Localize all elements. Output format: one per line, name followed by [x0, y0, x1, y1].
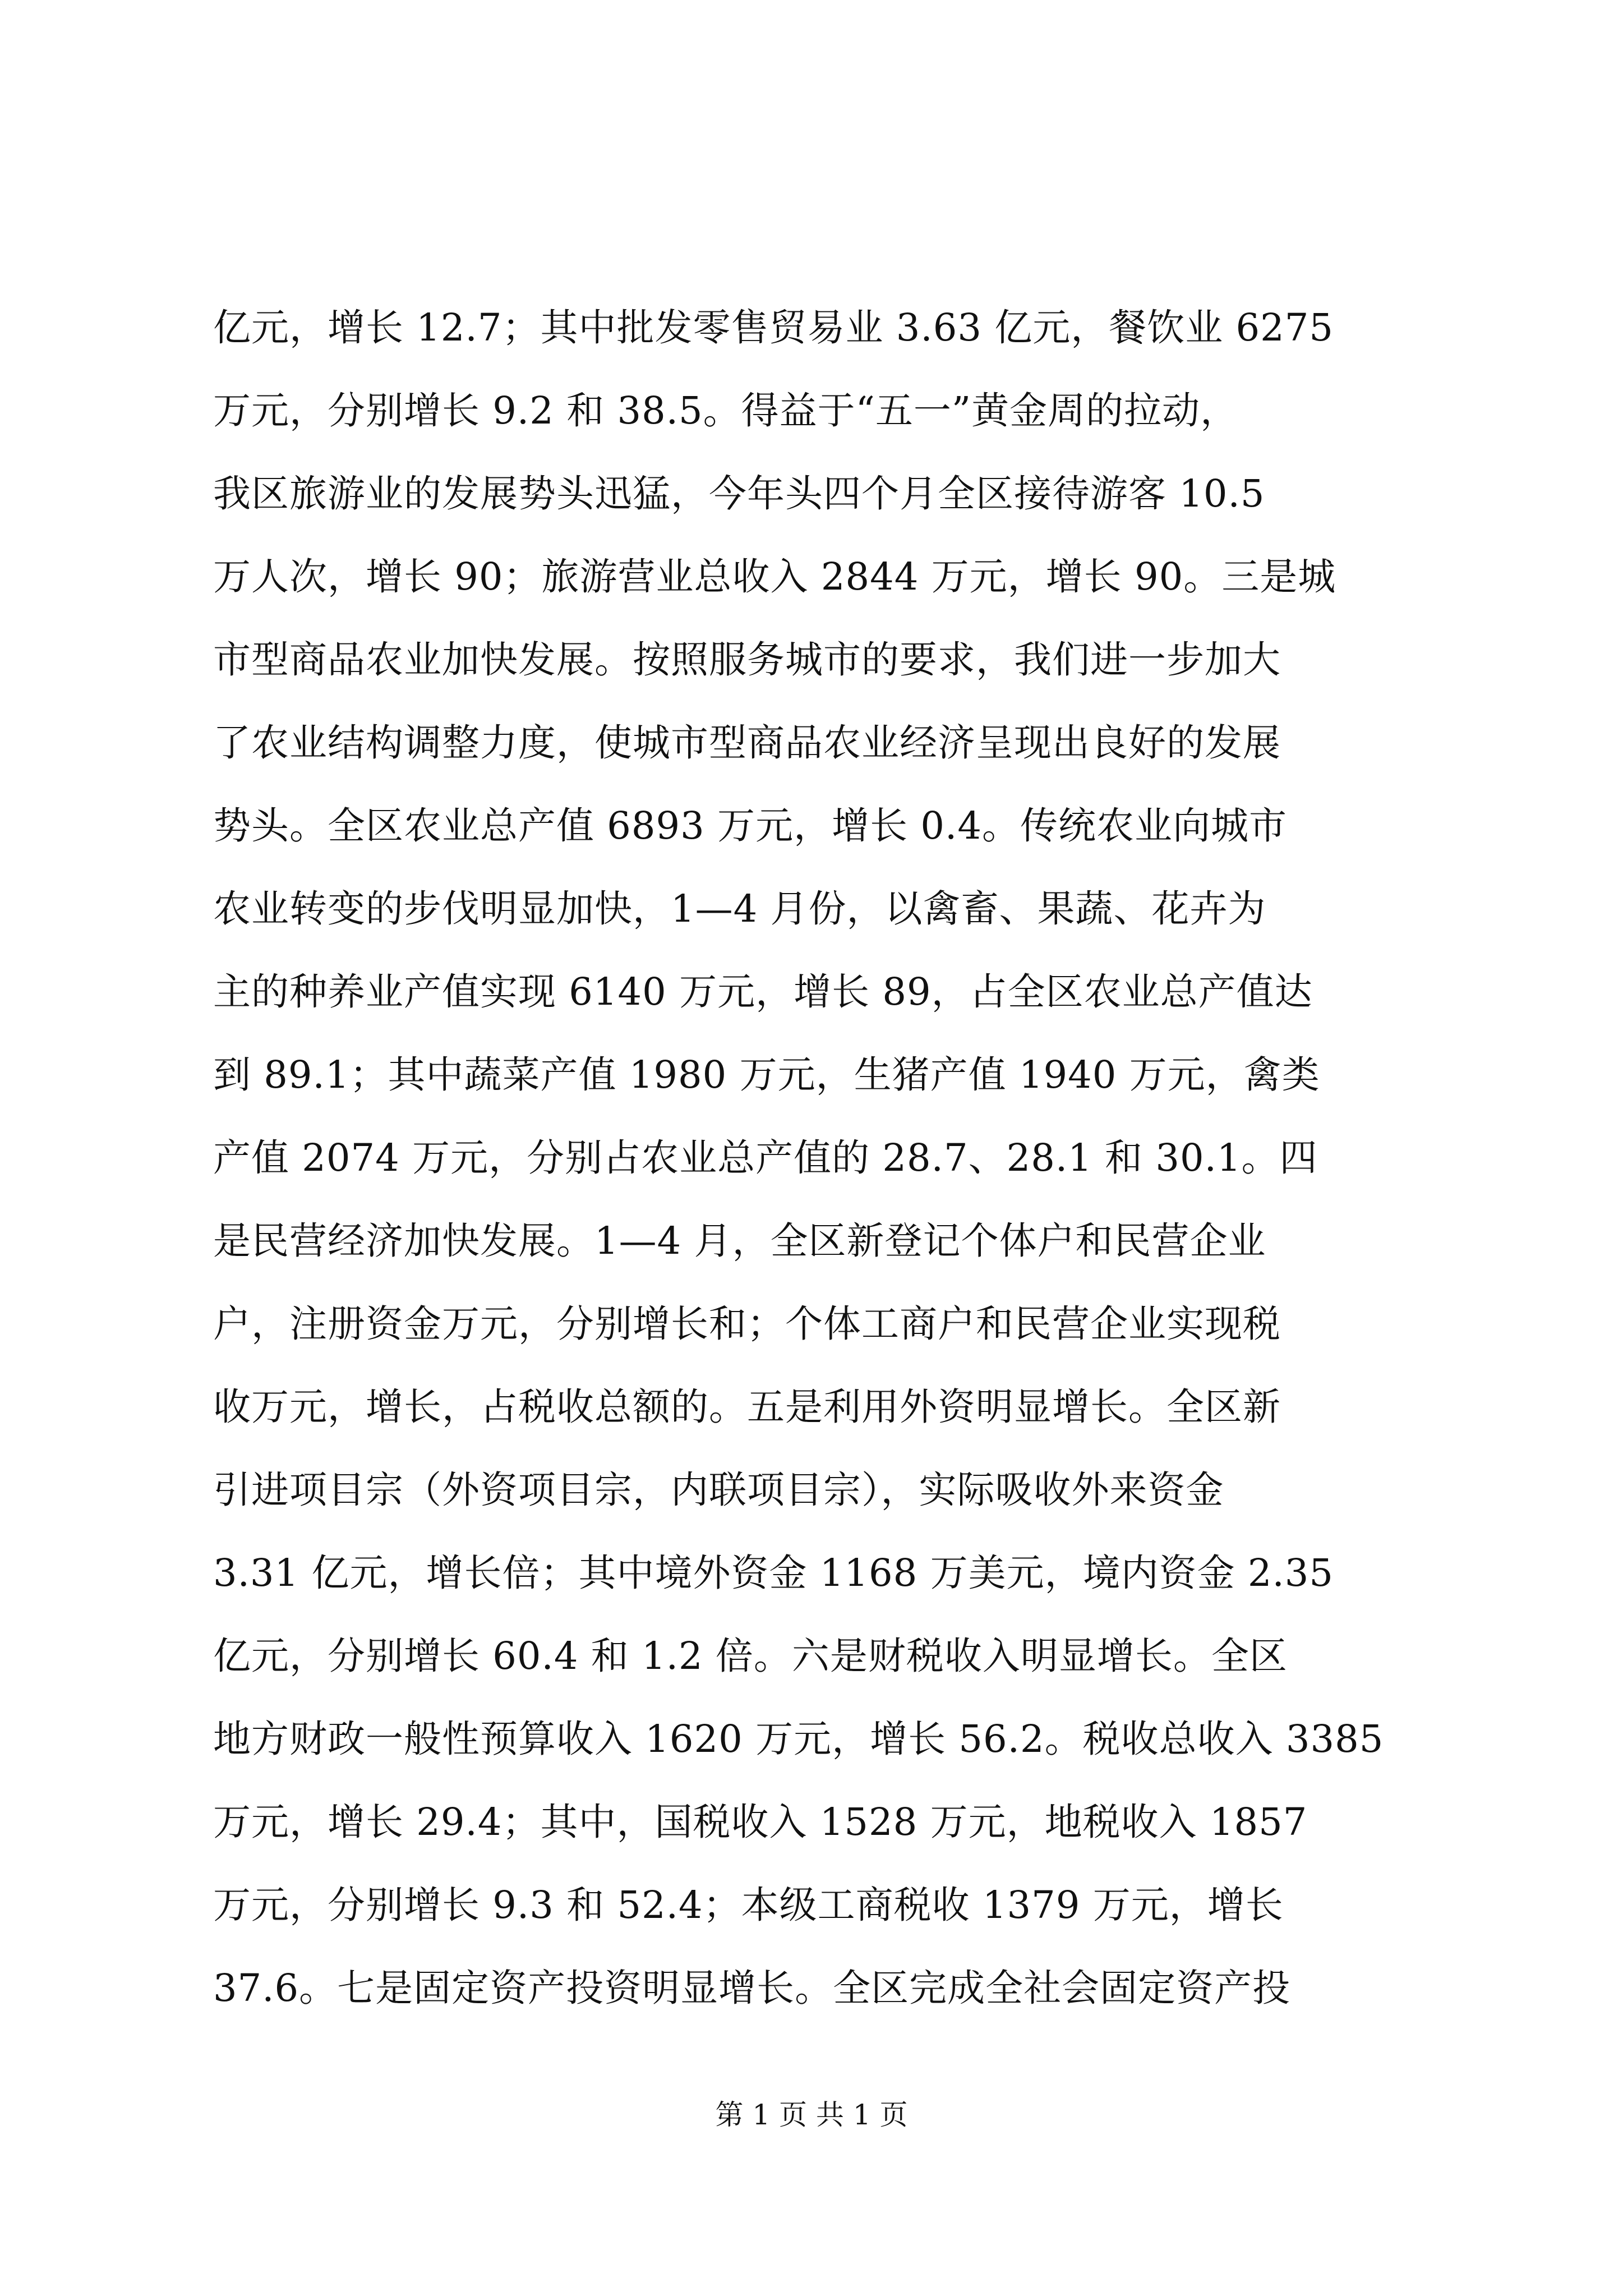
text-line: 地方财政一般性预算收入 1620 万元，增长 56.2。税收总收入 3385 — [213, 1717, 1384, 1761]
text-line: 主的种养业产值实现 6140 万元，增长 89，占全区农业总产值达 — [213, 970, 1313, 1014]
text-line: 农业转变的步伐明显加快，1—4 月份，以禽畜、果蔬、花卉为 — [213, 887, 1266, 931]
text-line: 我区旅游业的发展势头迅猛，今年头四个月全区接待游客 10.5 — [213, 472, 1265, 516]
text-line: 万元，增长 29.4；其中，国税收入 1528 万元，地税收入 1857 — [213, 1800, 1308, 1844]
text-line: 收万元，增长，占税收总额的。五是利用外资明显增长。全区新 — [213, 1385, 1281, 1429]
text-line: 亿元，增长 12.7；其中批发零售贸易业 3.63 亿元，餐饮业 6275 — [213, 306, 1334, 349]
text-line: 户，注册资金万元，分别增长和；个体工商户和民营企业实现税 — [213, 1302, 1281, 1346]
text-line: 势头。全区农业总产值 6893 万元，增长 0.4。传统农业向城市 — [213, 804, 1287, 848]
text-line: 了农业结构调整力度，使城市型商品农业经济呈现出良好的发展 — [213, 721, 1281, 765]
text-line: 37.6。七是固定资产投资明显增长。全区完成全社会固定资产投 — [213, 1966, 1291, 2010]
text-line: 万人次，增长 90；旅游营业总收入 2844 万元，增长 90。三是城 — [213, 555, 1336, 599]
text-line: 是民营经济加快发展。1—4 月，全区新登记个体户和民营企业 — [213, 1219, 1266, 1263]
text-line: 亿元，分别增长 60.4 和 1.2 倍。六是财税收入明显增长。全区 — [213, 1634, 1288, 1678]
text-line: 3.31 亿元，增长倍；其中境外资金 1168 万美元，境内资金 2.35 — [213, 1551, 1334, 1595]
page-footer: 第 1 页 共 1 页 — [715, 2099, 908, 2131]
text-line: 引进项目宗（外资项目宗，内联项目宗），实际吸收外来资金 — [213, 1468, 1224, 1512]
text-line: 产值 2074 万元，分别占农业总产值的 28.7、28.1 和 30.1。四 — [213, 1136, 1318, 1180]
text-line: 万元，分别增长 9.3 和 52.4；本级工商税收 1379 万元，增长 — [213, 1883, 1284, 1927]
text-line: 到 89.1；其中蔬菜产值 1980 万元，生猪产值 1940 万元，禽类 — [213, 1053, 1320, 1097]
text-line: 市型商品农业加快发展。按照服务城市的要求，我们进一步加大 — [213, 638, 1281, 682]
text-line: 万元，分别增长 9.2 和 38.5。得益于“五一”黄金周的拉动， — [213, 389, 1239, 432]
body-text — [213, 286, 1408, 2030]
